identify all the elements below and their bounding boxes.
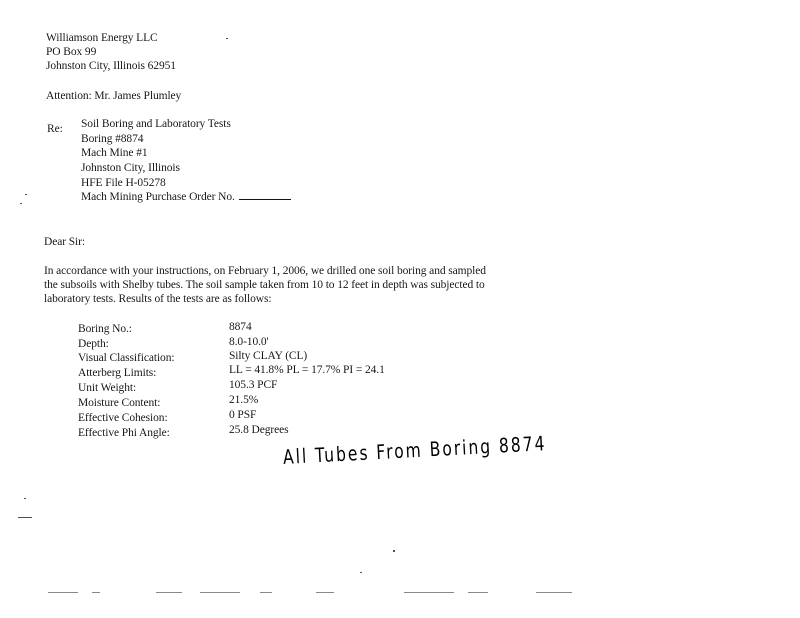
attention-line: Attention: Mr. James Plumley — [46, 90, 182, 102]
result-label: Unit Weight: — [78, 382, 137, 394]
result-value: 8.0-10.0' — [229, 336, 269, 348]
scan-speck — [200, 592, 240, 593]
re-mine: Mach Mine #1 — [81, 147, 148, 159]
company-name: Williamson Energy LLC — [46, 32, 158, 44]
scan-speck — [25, 194, 27, 195]
scan-speck — [404, 592, 454, 593]
result-value: 25.8 Degrees — [229, 424, 289, 436]
body-line-3: laboratory tests. Results of the tests are as follows: — [44, 293, 272, 305]
scan-speck — [20, 203, 22, 204]
result-value: 8874 — [229, 321, 252, 333]
scan-speck — [393, 550, 395, 552]
body-line-2: the subsoils with Shelby tubes. The soil sample taken from 10 to 12 feet in depth was subjected to — [44, 279, 485, 291]
result-value: 105.3 PCF — [229, 379, 278, 391]
result-label: Visual Classification: — [78, 352, 175, 364]
result-label: Depth: — [78, 338, 109, 350]
result-label: Boring No.: — [78, 323, 132, 335]
scan-speck — [468, 592, 488, 593]
result-label: Moisture Content: — [78, 397, 161, 409]
result-value: Silty CLAY (CL) — [229, 350, 308, 362]
purchase-order-label: Mach Mining Purchase Order No. — [81, 191, 235, 203]
scan-speck — [156, 592, 182, 593]
scan-speck — [226, 38, 228, 39]
re-purchase-order — [81, 190, 291, 204]
city-line: Johnston City, Illinois 62951 — [46, 60, 176, 72]
salutation: Dear Sir: — [44, 236, 85, 248]
scan-speck — [24, 498, 26, 499]
scan-speck — [48, 592, 78, 593]
scan-speck — [360, 572, 362, 573]
body-line-1: In accordance with your instructions, on February 1, 2006, we drilled one soil boring and sampled — [44, 265, 486, 277]
scan-speck — [92, 592, 100, 593]
scan-speck — [536, 592, 572, 593]
scan-speck — [316, 592, 334, 593]
scan-speck — [260, 592, 272, 593]
result-label: Effective Cohesion: — [78, 412, 168, 424]
re-label: Re: — [47, 123, 63, 135]
re-subject: Soil Boring and Laboratory Tests — [81, 118, 231, 130]
handwritten-note: All Tubes From Boring 8874 — [282, 431, 547, 469]
result-label: Effective Phi Angle: — [78, 427, 170, 439]
result-value: 0 PSF — [229, 409, 257, 421]
re-boring: Boring #8874 — [81, 133, 144, 145]
re-location: Johnston City, Illinois — [81, 162, 180, 174]
result-value: LL = 41.8% PL = 17.7% PI = 24.1 — [229, 364, 385, 376]
result-label: Atterberg Limits: — [78, 367, 157, 379]
result-value: 21.5% — [229, 394, 259, 406]
purchase-order-blank — [239, 190, 291, 200]
po-box: PO Box 99 — [46, 46, 97, 58]
re-file: HFE File H-05278 — [81, 177, 166, 189]
scan-speck — [18, 517, 32, 518]
